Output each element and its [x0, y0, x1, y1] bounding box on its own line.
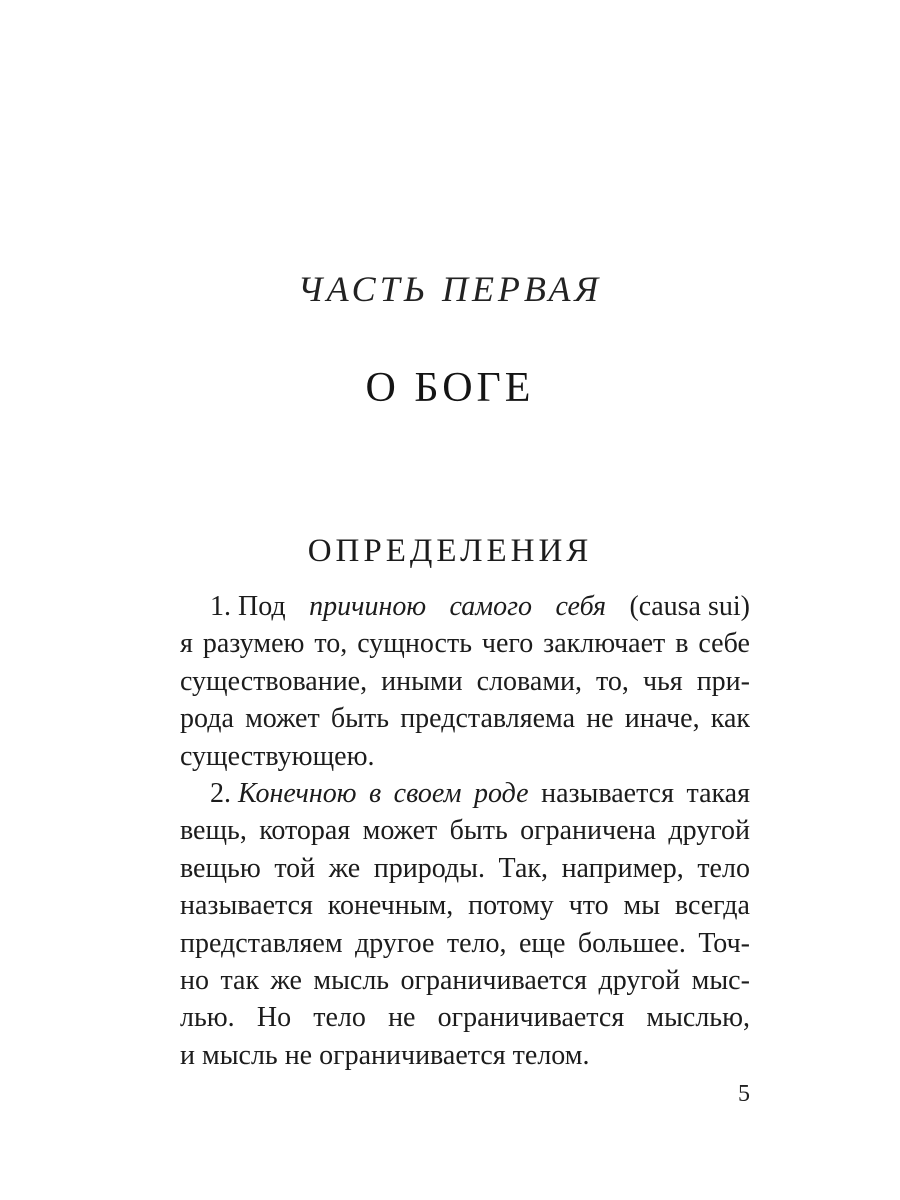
- text-word: вещь,: [180, 815, 247, 847]
- text-word: тело: [313, 1002, 366, 1034]
- latin-term: [629, 588, 750, 625]
- text-word: мысль: [313, 964, 390, 996]
- text-word: но: [180, 964, 209, 996]
- text-word: сущность: [357, 628, 472, 660]
- text-word: ограничивается: [400, 964, 588, 996]
- text-word: другое: [355, 927, 435, 959]
- text-line: [180, 1037, 750, 1074]
- text-word: существующею.: [180, 740, 375, 772]
- text-word: 1.: [210, 591, 231, 622]
- text-word: ограничивается: [437, 1002, 625, 1034]
- text-word: мыс-: [691, 964, 750, 996]
- text-word: такая: [686, 777, 750, 809]
- text-word: вещью: [180, 852, 261, 884]
- emphasis-term: в: [368, 777, 382, 809]
- text-word: заключает: [543, 628, 666, 660]
- text-word: иными: [381, 665, 463, 697]
- text-word: мысль: [201, 1039, 278, 1071]
- emphasis-term: роде: [473, 777, 529, 809]
- text-word: тело: [697, 852, 750, 884]
- text-word: же: [270, 964, 302, 996]
- text-word: я: [180, 628, 193, 660]
- text-word: и: [180, 1039, 195, 1071]
- emphasis-term: своем: [393, 777, 462, 809]
- text-word: большее.: [577, 927, 686, 959]
- text-word: чего: [481, 628, 534, 660]
- text-word: чья: [642, 665, 683, 697]
- text-word: телом.: [512, 1039, 590, 1071]
- page-number: 5: [738, 1081, 750, 1107]
- text-word: в: [675, 628, 689, 660]
- emphasis-term: [309, 588, 426, 625]
- text-word: той: [274, 852, 316, 884]
- emphasis-term: Конечною: [238, 777, 357, 809]
- text-word: природы.: [373, 852, 485, 884]
- text-word: ограничена: [520, 815, 656, 847]
- text-line: [180, 625, 750, 662]
- text-word: Под: [238, 591, 286, 622]
- text-word: себя: [555, 591, 607, 622]
- text-word: иначе,: [624, 703, 700, 735]
- text-word: же: [328, 852, 361, 884]
- text-line: [180, 962, 750, 999]
- text-word: потому: [468, 890, 554, 922]
- text-word: всегда: [674, 890, 750, 922]
- text-word: себе: [698, 628, 750, 660]
- text-word: то,: [314, 628, 348, 660]
- text-word: которая: [259, 815, 351, 847]
- text-word: представляем: [180, 927, 343, 959]
- text-word: так: [220, 964, 260, 996]
- text-word: то,: [596, 665, 629, 697]
- text-line: [180, 700, 750, 737]
- text-word: еще: [518, 927, 566, 959]
- text-word: другой: [598, 964, 681, 996]
- text-word: самого: [449, 591, 533, 622]
- text-word: не: [388, 1002, 416, 1034]
- text-word: Но: [256, 1002, 292, 1034]
- text-word: Точ-: [698, 927, 750, 959]
- text-word: может: [362, 815, 438, 847]
- section-title: ОПРЕДЕЛЕНИЯ: [307, 533, 593, 569]
- text-word: [210, 775, 356, 812]
- definition-paragraph-2: [180, 775, 750, 1074]
- text-word: может: [245, 703, 320, 735]
- text-word: ограничивается: [319, 1039, 506, 1071]
- text-line: [180, 775, 750, 812]
- text-word: называется: [180, 890, 313, 922]
- text-line: [180, 812, 750, 849]
- text-line: [180, 850, 750, 887]
- emphasis-term: [555, 588, 606, 625]
- text-word: sui): [707, 591, 750, 622]
- text-word: не: [586, 703, 614, 735]
- text-word: быть: [449, 815, 508, 847]
- emphasis-term: [450, 588, 533, 625]
- text-word: что: [568, 890, 609, 922]
- text-line: [180, 588, 750, 625]
- text-word: разумею: [202, 628, 305, 660]
- text-word: (causa: [629, 591, 701, 622]
- text-word: при-: [696, 665, 750, 697]
- text-word: называется: [541, 777, 674, 809]
- text-word: существование,: [180, 665, 368, 697]
- text-word: представляема: [400, 703, 575, 735]
- text-line: [180, 738, 750, 775]
- text-line: [180, 999, 750, 1036]
- text-word: не: [284, 1039, 313, 1071]
- text-word: [210, 588, 286, 625]
- text-word: другой: [668, 815, 750, 847]
- text-line: [180, 887, 750, 924]
- text-word: например,: [561, 852, 684, 884]
- text-word: тело,: [446, 927, 507, 959]
- text-word: быть: [330, 703, 389, 735]
- text-word: Так,: [498, 852, 548, 884]
- chapter-title: О БОГЕ: [365, 365, 535, 411]
- body-text: [180, 588, 750, 1074]
- text-word: рода: [180, 703, 234, 735]
- text-line: [180, 663, 750, 700]
- text-word: конечным,: [327, 890, 454, 922]
- definition-paragraph-1: [180, 588, 750, 775]
- text-word: словами,: [476, 665, 583, 697]
- part-title: ЧАСТЬ ПЕРВАЯ: [297, 269, 603, 309]
- text-word: как: [710, 703, 750, 735]
- text-line: [180, 925, 750, 962]
- text-word: мы: [623, 890, 661, 922]
- text-word: 2.: [210, 777, 231, 809]
- text-word: причиною: [309, 591, 427, 622]
- text-word: лью.: [180, 1002, 235, 1034]
- text-word: мыслью,: [646, 1002, 750, 1034]
